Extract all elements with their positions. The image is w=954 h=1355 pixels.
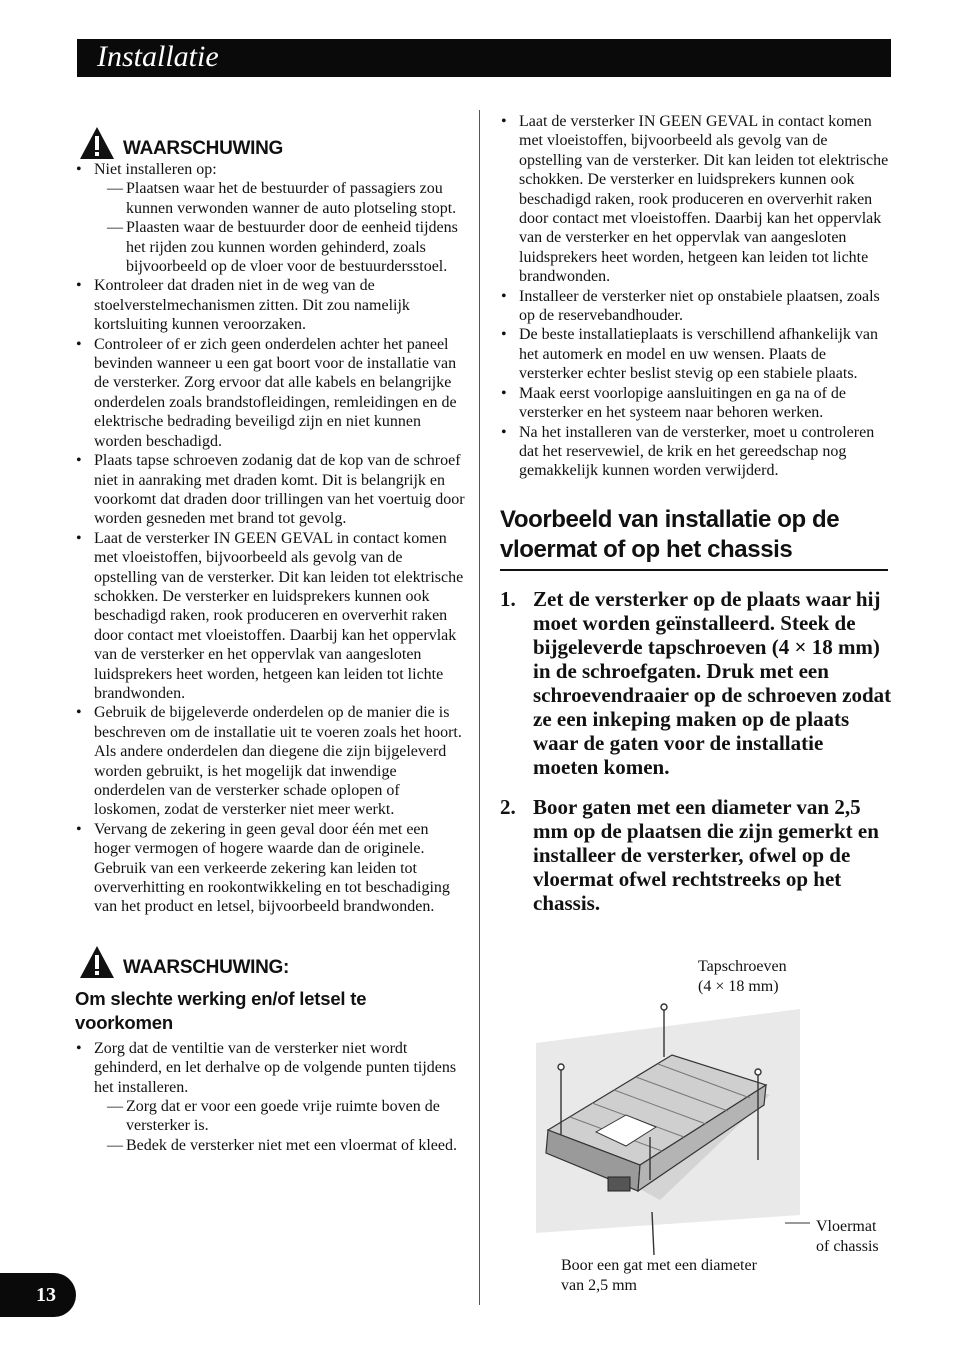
warning-label: WAARSCHUWING: bbox=[123, 956, 290, 978]
list-item bbox=[75, 1039, 467, 1155]
list-item bbox=[75, 703, 467, 819]
list-item-text: Na het installeren van de versterker, moet u controleren dat het reservewiel, de krik en het gereedschap nog gemakkelijk kunnen worden verwijderd. bbox=[519, 423, 875, 480]
step-text: Boor gaten met een diameter van 2,5 mm op de plaatsen die zijn gemerkt en installeer de versterker, ofwel op de vloermat ofwel rechtstreeks op het chassis. bbox=[533, 794, 879, 915]
list-item-text: De beste installatieplaats is verschillend afhankelijk van het automerk en model en uw wensen. Plaats de versterker echter beslist stevig op een stabiele plaats. bbox=[519, 326, 878, 383]
list-item-text: Laat de versterker IN GEEN GEVAL in contact komen met vloeistoffen, bijvoorbeeld als gevolg van de opstelling van de versterker. Dit kan leiden tot elektrische schokken. De versterker en luidsprekers kunnen ook beschadigd raken, rook produceren en oververhit raken door contact met vloeistoffen. Daarbij kan het oppervlak van de versterker en het oppervlak van aangesloten luidsprekers heet worden, hetgeen kan leiden tot lichte brandwonden. bbox=[519, 113, 889, 286]
caution-list bbox=[500, 112, 892, 481]
dash-item-text: Bedek de versterker niet met een vloermat of kleed. bbox=[126, 1136, 457, 1154]
dash-item-text: Plaatsen waar het de bestuurder of passagiers zou kunnen verwonden wanner de auto plotseling stopt. bbox=[126, 180, 457, 217]
step-item bbox=[500, 795, 892, 915]
list-item bbox=[500, 325, 892, 383]
page-title: Installatie bbox=[97, 40, 219, 73]
dash-item: — Zorg dat er voor een goede vrije ruimte boven de versterker is. bbox=[107, 1098, 440, 1135]
list-item-text: Installeer de versterker niet op onstabiele plaatsen, zoals op de reservebandhouder. bbox=[519, 287, 880, 325]
header-bar bbox=[77, 39, 891, 77]
page-number: 13 bbox=[36, 1284, 56, 1306]
list-item-text: Vervang de zekering in geen geval door één met een hoger vermogen of hogere waarde dan de originele. Gebruik van een verkeerde zekering kan leiden tot oververhitting en rookontwikkeling en tot beschadiging van het product en letsel, bijvoorbeeld brandwonden. bbox=[94, 820, 450, 916]
list-item bbox=[75, 276, 467, 334]
list-item-text: Niet installeren op: bbox=[94, 161, 217, 178]
drill-label: Boor een gat met een diameter van 2,5 mm bbox=[561, 1257, 757, 1294]
dash-item-text: Zorg dat er voor een goede vrije ruimte boven de versterker is. bbox=[126, 1098, 440, 1135]
page-number-tab bbox=[0, 1273, 76, 1317]
list-item-text: Maak eerst voorlopige aansluitingen en ga na of de versterker en het systeem naar behoren werken. bbox=[519, 384, 846, 422]
step-number: 2. bbox=[500, 794, 516, 819]
list-item bbox=[500, 423, 892, 481]
dash-item: — Bedek de versterker niet met een vloermat of kleed. bbox=[107, 1136, 457, 1154]
list-item-text: Plaats tapse schroeven zodanig dat de kop van de schroef niet in aanraking met draden komt. Dit is belangrijk en voorkomt dat draden door trillingen van het voertuig door worden gesneden met brand tot gevolg. bbox=[94, 452, 465, 528]
section-title: Voorbeeld van installatie op de vloermat of op het chassis bbox=[500, 505, 888, 571]
step-item bbox=[500, 587, 892, 779]
list-item bbox=[500, 287, 892, 326]
step-text: Zet de versterker op de plaats waar hij moet worden geïnstalleerd. Steek de bijgeleverde tapschroeven (4 × 18 mm) in de schroefgaten. Druk met een schroevendraaier op de schroeven zodat ze een inkeping maken op de plaats waar de gaten voor de installatie moeten komen. bbox=[533, 586, 892, 779]
floor-label: Vloermat of chassis bbox=[816, 1218, 879, 1255]
warning-icon bbox=[79, 945, 115, 979]
step-number: 1. bbox=[500, 586, 516, 611]
warning-heading-2 bbox=[79, 937, 467, 979]
screw-label: Tapschroeven (4 × 18 mm) bbox=[698, 958, 787, 995]
left-column bbox=[75, 110, 467, 1155]
dash-item: — Plaatsen waar het de bestuurder of passagiers zou kunnen verwonden wanner de auto plotseling stopt. bbox=[107, 180, 457, 217]
installation-figure bbox=[530, 955, 890, 1300]
list-item bbox=[75, 335, 467, 451]
list-item-text: Laat de versterker IN GEEN GEVAL in contact komen met vloeistoffen, bijvoorbeeld als gevolg van de opstelling van de versterker. Dit kan leiden tot elektrische schokken. De versterker en luidsprekers kunnen ook beschadigd raken, rook produceren en oververhit raken door contact met vloeistoffen. Daarbij kan het oppervlak van de versterker en het oppervlak van aangesloten luidsprekers heet worden, hetgeen kan leiden tot lichte brandwonden. bbox=[94, 529, 464, 702]
dash-item-text: Plaasten waar de bestuurder door de eenheid tijdens het rijden zou kunnen worden gehinderd, zoals bijvoorbeeld op de vloer voor de bestuurdersstoel. bbox=[126, 219, 458, 276]
column-divider bbox=[479, 110, 480, 1305]
warning-icon bbox=[79, 126, 115, 160]
list-item bbox=[75, 820, 467, 917]
dash-item: — Plaasten waar de bestuurder door de eenheid tijdens het rijden zou kunnen worden gehinderd, zoals bijvoorbeeld op de vloer voor de bestuurdersstoel. bbox=[107, 219, 458, 276]
list-item bbox=[75, 160, 467, 276]
list-item-text: Controleer of er zich geen onderdelen achter het paneel bevinden wanneer u een gat boort voor de installatie van de versterker. Zorg ervoor dat alle kabels en belangrijke onderdelen zoals brandstofleidingen, remleidingen en de elektrische bedrading beveiligd zijn en niet kunnen worden beschadigd. bbox=[94, 335, 457, 450]
warning-label: WAARSCHUWING bbox=[123, 138, 283, 159]
warning-list-2 bbox=[75, 1039, 467, 1155]
list-item bbox=[500, 384, 892, 423]
list-item bbox=[500, 112, 892, 287]
right-column bbox=[500, 112, 892, 915]
steps bbox=[500, 587, 892, 915]
list-item-text: Kontroleer dat draden niet in de weg van de stoelverstelmechanismen zitten. Dit zou namelijk kortsluiting kunnen veroorzaken. bbox=[94, 277, 410, 334]
list-item bbox=[75, 451, 467, 529]
list-item-text: Zorg dat de ventiltie van de versterker niet wordt gehinderd, en let derhalve op de volgende punten tijdens het installeren. bbox=[94, 1039, 457, 1096]
warning-list-1 bbox=[75, 160, 467, 917]
list-item-text: Gebruik de bijgeleverde onderdelen op de manier die is beschreven om de installatie uit te voeren zoals het hoort. Als andere onderdelen dan diegene die zijn bijgeleverd worden gebruikt, is het mogelijk dat inwendige onderdelen van de versterker schade oplopen of loskomen, zodat de versterker niet meer werkt. bbox=[94, 704, 462, 819]
warning-heading-1 bbox=[79, 118, 467, 160]
list-item bbox=[75, 529, 467, 704]
warning-subheading: Om slechte werking en/of letsel te voorkomen bbox=[75, 987, 367, 1033]
